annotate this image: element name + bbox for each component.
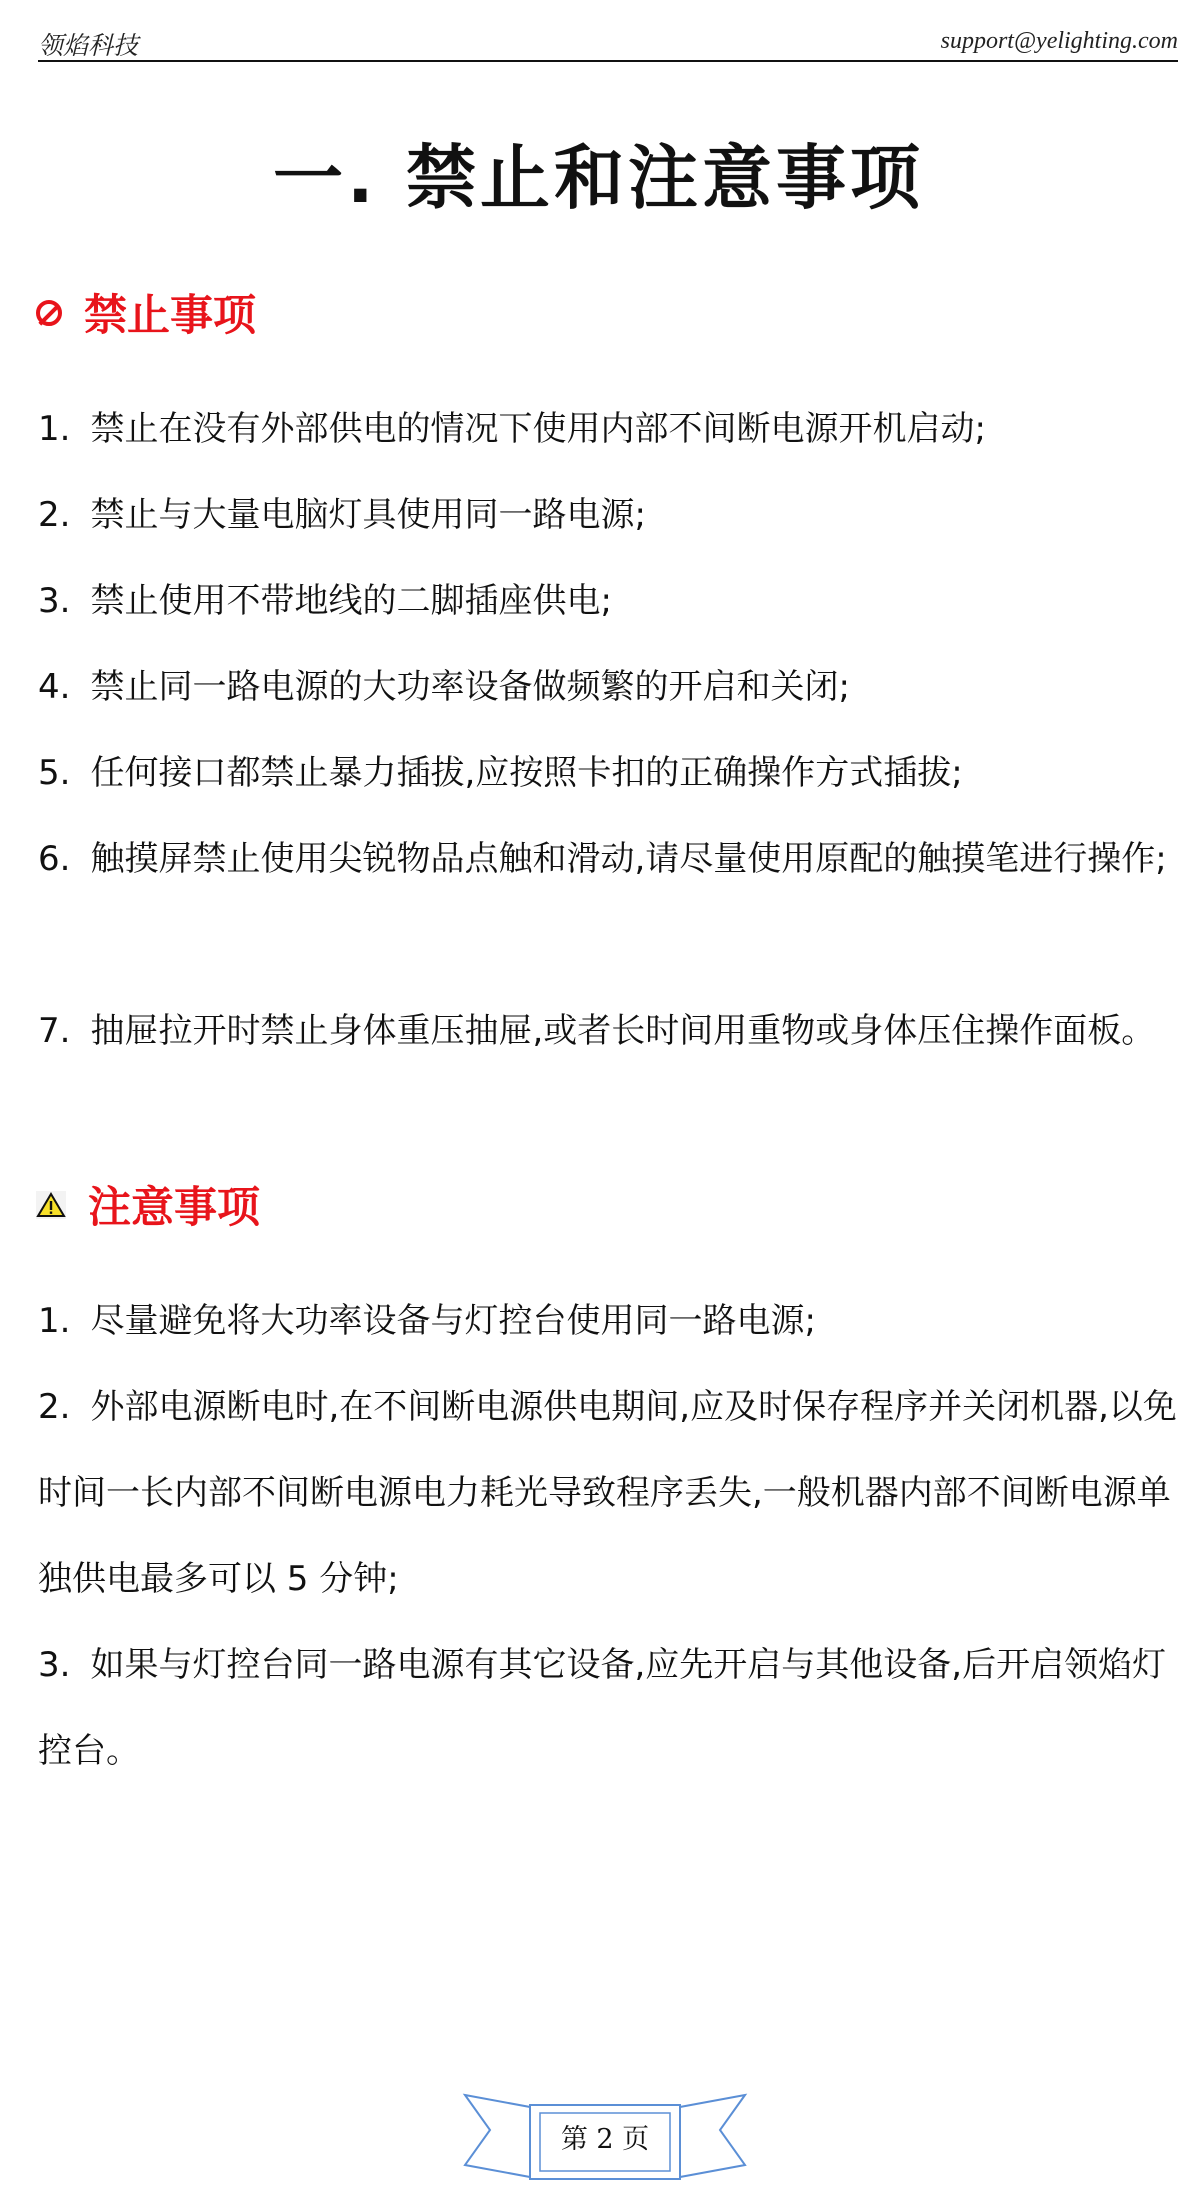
list-item: 5. 任何接口都禁止暴力插拔,应按照卡扣的正确操作方式插拔; (38, 753, 963, 793)
page-title: 一. 禁止和注意事项 (273, 137, 924, 219)
page-footer (460, 2085, 750, 2185)
prohibited-heading-label: 禁止事项 (84, 291, 256, 341)
list-item: 3. 禁止使用不带地线的二脚插座供电; (38, 581, 612, 621)
list-item: 7. 抽屉拉开时禁止身体重压抽屉,或者长时间用重物或身体压住操作面板。 (38, 1011, 1156, 1051)
list-item: 2. 禁止与大量电脑灯具使用同一路电源; (38, 495, 646, 535)
support-email: support@yelighting.com (940, 28, 1178, 54)
list-item: 2. 外部电源断电时,在不间断电源供电期间,应及时保存程序并关闭机器,以免时间一长内部不间断电源电力耗光导致程序丢失,一般机器内部不间断电源单独供电最多可以 5 分钟; (38, 1387, 1177, 1599)
prohibited-heading (36, 282, 256, 343)
caution-heading-label: 注意事项 (88, 1183, 260, 1233)
caution-heading (36, 1174, 260, 1235)
warning-icon (36, 1191, 66, 1219)
list-item: 6. 触摸屏禁止使用尖锐物品点触和滑动,请尽量使用原配的触摸笔进行操作; (38, 839, 1167, 879)
list-item: 1. 尽量避免将大功率设备与灯控台使用同一路电源; (38, 1301, 816, 1341)
list-item: 4. 禁止同一路电源的大功率设备做频繁的开启和关闭; (38, 667, 850, 707)
prohibition-icon (36, 300, 62, 326)
list-item: 1. 禁止在没有外部供电的情况下使用内部不间断电源开机启动; (38, 409, 986, 449)
list-item: 3. 如果与灯控台同一路电源有其它设备,应先开启与其他设备,后开启领焰灯控台。 (38, 1645, 1167, 1771)
page-header (38, 20, 1178, 62)
page-number: 第 2 页 (560, 2124, 650, 2155)
company-name: 领焰科技 (38, 31, 139, 60)
